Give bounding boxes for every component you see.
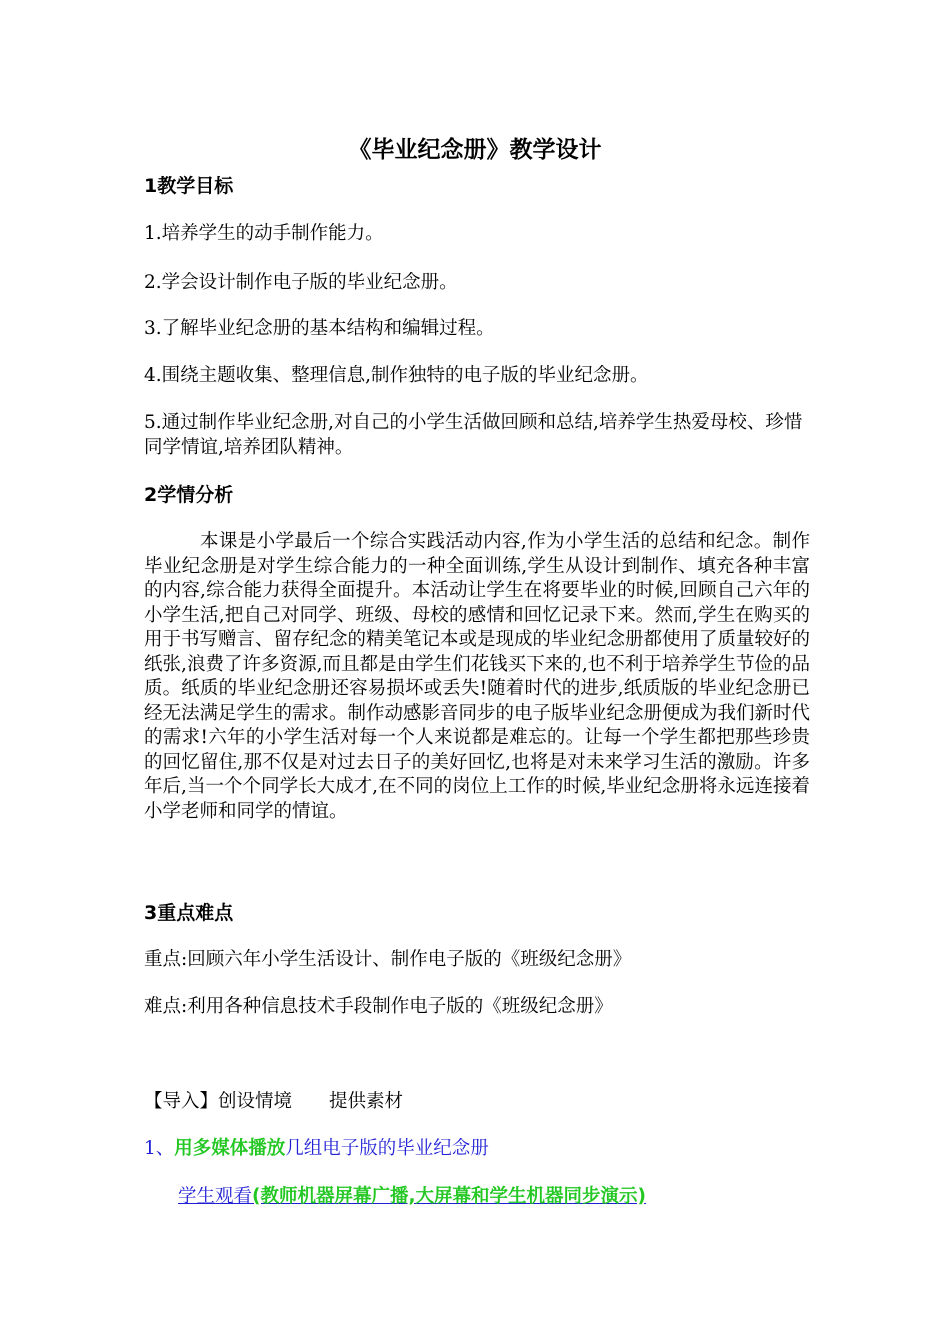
step-1-prefix: 1、	[144, 1138, 175, 1159]
analysis-body: 本课是小学最后一个综合实践活动内容,作为小学生活的总结和纪念。制作毕业纪念册是对学生综合能力的一种全面训练,学生从设计到制作、填充各种丰富的内容,综合能力获得全面提升。本活动让学生在将要毕业的时候,回顾自己六年的小学生活,把自己对同学、班级、母校的感情和回忆记录下来。然而,学生在购买的用于书写赠言、留存纪念的精美笔记本或是现成的毕业纪念册都使用了质量较好的纸张,浪费了许多资源,而且都是由学生们花钱买下来的,也不利于培养学生节俭的品质。纸质的毕业纪念册还容易损坏或丢失!随着时代的进步,纸质版的毕业纪念册已经无法满足学生的需求。制作动感影音同步的电子版毕业纪念册便成为我们新时代的需求!六年的小学生活对每一个人来说都是难忘的。让每一个学生都把那些珍贵的回忆留住,那不仅是对过去日子的美好回忆,也将是对未来学习生活的激励。许多年后,当一个个同学长大成才,在不同的岗位上工作的时候,毕业纪念册将永远连接着小学老师和同学的情谊。	[144, 531, 811, 822]
section-heading-keypoints: 3重点难点	[144, 902, 234, 924]
key-point: 重点:回顾六年小学生活设计、制作电子版的《班级纪念册》	[144, 949, 632, 970]
difficulty-point: 难点:利用各种信息技术手段制作电子版的《班级纪念册》	[144, 996, 613, 1017]
goal-item-5: 5.通过制作毕业纪念册,对自己的小学生活做回顾和总结,培养学生热爱母校、珍惜同学情谊,培养团队精神。	[144, 412, 803, 458]
document-title: 《毕业纪念册》教学设计	[348, 137, 602, 163]
step-1-highlight: 用多媒体播放	[174, 1138, 286, 1159]
intro-line: 【导入】创设情境 提供素材	[144, 1091, 404, 1112]
goal-item-1: 1.培养学生的动手制作能力。	[144, 223, 384, 244]
section-heading-analysis: 2学情分析	[144, 484, 234, 506]
intro-step-1	[144, 1137, 808, 1162]
goal-item-2: 2.学会设计制作电子版的毕业纪念册。	[144, 272, 458, 293]
step-1-sub-green: (教师机器屏幕广播,大屏幕和学生机器同步演示)	[252, 1186, 646, 1207]
step-1-text: 几组电子版的毕业纪念册	[285, 1138, 489, 1159]
goal-item-3: 3.了解毕业纪念册的基本结构和编辑过程。	[144, 318, 495, 339]
goal-item-4: 4.围绕主题收集、整理信息,制作独特的电子版的毕业纪念册。	[144, 365, 649, 386]
intro-step-1-sub	[178, 1184, 646, 1210]
step-1-sub-blue: 学生观看	[178, 1186, 253, 1207]
section-heading-goals: 1教学目标	[144, 175, 234, 197]
